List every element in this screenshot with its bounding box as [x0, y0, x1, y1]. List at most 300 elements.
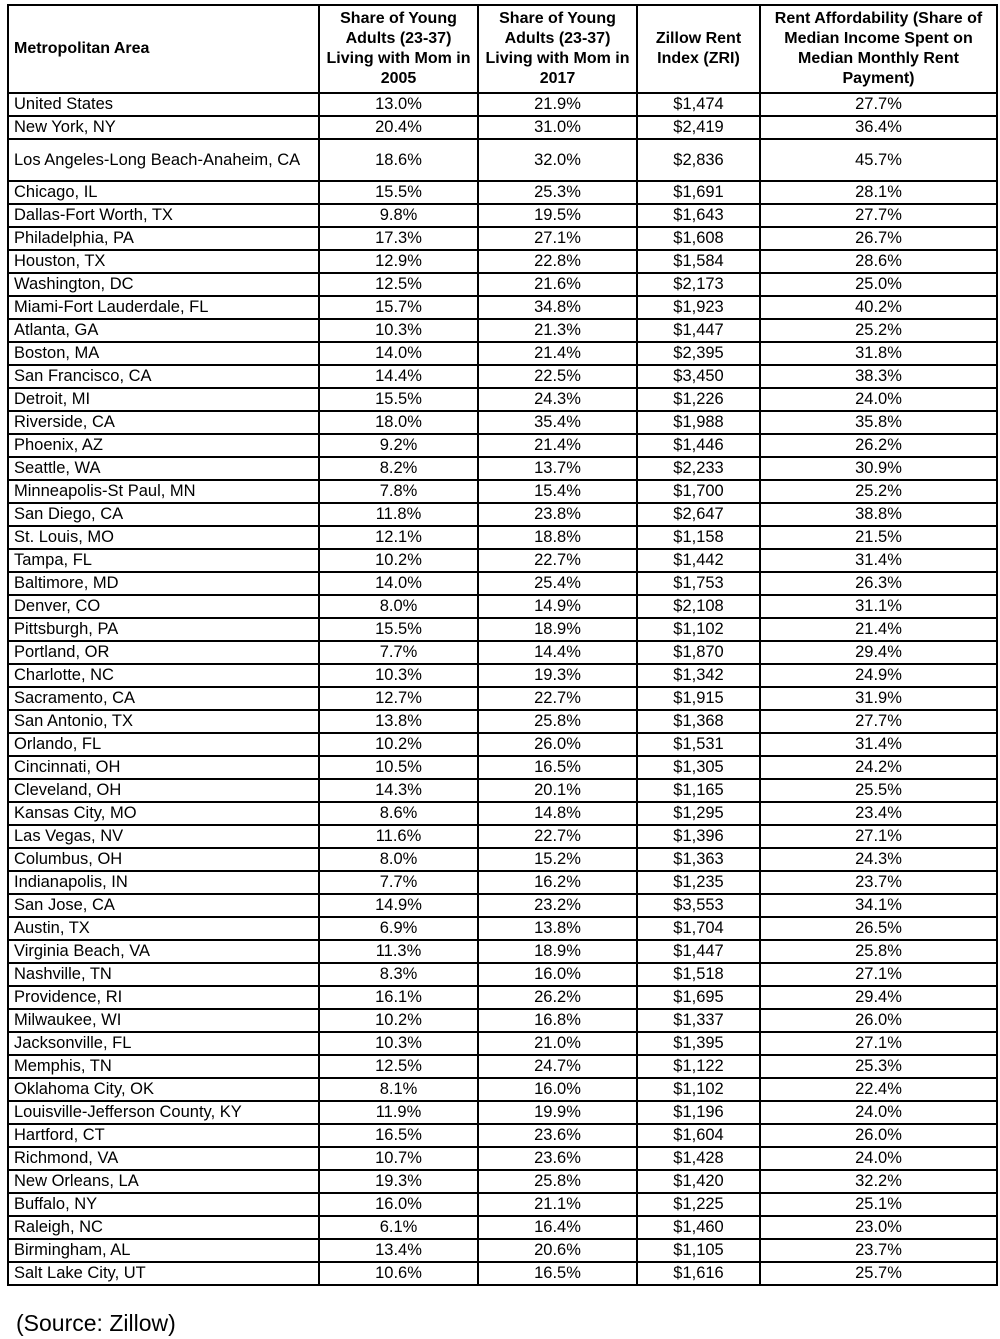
- affordability-cell: 30.9%: [760, 457, 997, 480]
- share-2005-cell: 11.9%: [319, 1101, 478, 1124]
- share-2005-cell: 7.7%: [319, 871, 478, 894]
- share-2017-cell: 18.9%: [478, 618, 637, 641]
- share-2005-cell: 13.0%: [319, 93, 478, 116]
- table-row: [8, 1124, 997, 1147]
- table-row: [8, 779, 997, 802]
- share-2005-cell: 12.9%: [319, 250, 478, 273]
- share-2017-cell: 31.0%: [478, 116, 637, 139]
- share-2017-cell: 20.6%: [478, 1239, 637, 1262]
- zri-cell: $1,225: [637, 1193, 760, 1216]
- metro-area-cell: Richmond, VA: [8, 1147, 319, 1170]
- metro-area-cell: San Jose, CA: [8, 894, 319, 917]
- share-2005-cell: 11.3%: [319, 940, 478, 963]
- zri-cell: $1,428: [637, 1147, 760, 1170]
- affordability-cell: 24.0%: [760, 1147, 997, 1170]
- share-2005-cell: 19.3%: [319, 1170, 478, 1193]
- affordability-cell: 24.0%: [760, 388, 997, 411]
- affordability-cell: 38.8%: [760, 503, 997, 526]
- zri-cell: $1,442: [637, 549, 760, 572]
- affordability-cell: 24.0%: [760, 1101, 997, 1124]
- table-row: [8, 572, 997, 595]
- share-2005-cell: 10.5%: [319, 756, 478, 779]
- share-2017-cell: 32.0%: [478, 139, 637, 181]
- share-2005-cell: 8.3%: [319, 963, 478, 986]
- zri-cell: $1,691: [637, 181, 760, 204]
- share-2017-cell: 16.0%: [478, 963, 637, 986]
- affordability-cell: 29.4%: [760, 641, 997, 664]
- zri-cell: $2,419: [637, 116, 760, 139]
- table-body: [8, 93, 997, 1285]
- zri-cell: $1,447: [637, 940, 760, 963]
- affordability-cell: 27.7%: [760, 204, 997, 227]
- share-2017-cell: 21.4%: [478, 434, 637, 457]
- zri-cell: $1,870: [637, 641, 760, 664]
- table-row: [8, 825, 997, 848]
- share-2017-cell: 18.8%: [478, 526, 637, 549]
- metro-area-cell: Dallas-Fort Worth, TX: [8, 204, 319, 227]
- metro-area-cell: Denver, CO: [8, 595, 319, 618]
- zri-cell: $1,363: [637, 848, 760, 871]
- share-2005-cell: 18.6%: [319, 139, 478, 181]
- share-2017-cell: 21.6%: [478, 273, 637, 296]
- share-2005-cell: 10.3%: [319, 319, 478, 342]
- share-2017-cell: 19.3%: [478, 664, 637, 687]
- metro-area-cell: Providence, RI: [8, 986, 319, 1009]
- metro-area-cell: Atlanta, GA: [8, 319, 319, 342]
- zri-cell: $1,196: [637, 1101, 760, 1124]
- share-2017-cell: 16.8%: [478, 1009, 637, 1032]
- affordability-cell: 25.2%: [760, 480, 997, 503]
- metro-area-cell: Tampa, FL: [8, 549, 319, 572]
- metro-area-cell: Salt Lake City, UT: [8, 1262, 319, 1285]
- metro-area-cell: Miami-Fort Lauderdale, FL: [8, 296, 319, 319]
- metro-area-cell: Philadelphia, PA: [8, 227, 319, 250]
- share-2005-cell: 8.0%: [319, 595, 478, 618]
- metro-area-cell: Louisville-Jefferson County, KY: [8, 1101, 319, 1124]
- metro-area-cell: New York, NY: [8, 116, 319, 139]
- share-2017-cell: 21.0%: [478, 1032, 637, 1055]
- share-2017-cell: 22.7%: [478, 549, 637, 572]
- affordability-cell: 27.1%: [760, 1032, 997, 1055]
- share-2017-cell: 14.8%: [478, 802, 637, 825]
- share-2005-cell: 17.3%: [319, 227, 478, 250]
- affordability-cell: 25.1%: [760, 1193, 997, 1216]
- metro-area-cell: Boston, MA: [8, 342, 319, 365]
- table-row: [8, 503, 997, 526]
- table-row: [8, 411, 997, 434]
- share-2017-cell: 23.6%: [478, 1147, 637, 1170]
- affordability-cell: 27.7%: [760, 93, 997, 116]
- zri-cell: $1,988: [637, 411, 760, 434]
- zri-cell: $3,553: [637, 894, 760, 917]
- metro-area-cell: Indianapolis, IN: [8, 871, 319, 894]
- share-2005-cell: 9.2%: [319, 434, 478, 457]
- table-row: [8, 963, 997, 986]
- zri-cell: $2,395: [637, 342, 760, 365]
- share-2005-cell: 15.5%: [319, 388, 478, 411]
- share-2017-cell: 26.2%: [478, 986, 637, 1009]
- table-row: [8, 1032, 997, 1055]
- affordability-cell: 25.3%: [760, 1055, 997, 1078]
- share-2017-cell: 35.4%: [478, 411, 637, 434]
- share-2017-cell: 13.8%: [478, 917, 637, 940]
- metro-area-cell: Minneapolis-St Paul, MN: [8, 480, 319, 503]
- metro-area-cell: Orlando, FL: [8, 733, 319, 756]
- table-row: [8, 664, 997, 687]
- share-2005-cell: 20.4%: [319, 116, 478, 139]
- metro-area-cell: Hartford, CT: [8, 1124, 319, 1147]
- affordability-cell: 21.4%: [760, 618, 997, 641]
- table-row: [8, 1216, 997, 1239]
- metro-area-cell: St. Louis, MO: [8, 526, 319, 549]
- affordability-cell: 38.3%: [760, 365, 997, 388]
- metro-area-cell: Nashville, TN: [8, 963, 319, 986]
- share-2005-cell: 6.9%: [319, 917, 478, 940]
- zri-cell: $2,233: [637, 457, 760, 480]
- table-row: [8, 388, 997, 411]
- share-2005-cell: 7.7%: [319, 641, 478, 664]
- table-row: [8, 986, 997, 1009]
- metro-area-cell: Birmingham, AL: [8, 1239, 319, 1262]
- share-2017-cell: 14.9%: [478, 595, 637, 618]
- zri-cell: $1,342: [637, 664, 760, 687]
- affordability-cell: 28.1%: [760, 181, 997, 204]
- zri-cell: $1,165: [637, 779, 760, 802]
- share-2005-cell: 14.9%: [319, 894, 478, 917]
- affordability-cell: 23.0%: [760, 1216, 997, 1239]
- share-2017-cell: 23.2%: [478, 894, 637, 917]
- metro-area-cell: Detroit, MI: [8, 388, 319, 411]
- share-2005-cell: 9.8%: [319, 204, 478, 227]
- affordability-cell: 27.7%: [760, 710, 997, 733]
- zri-cell: $1,753: [637, 572, 760, 595]
- metro-area-cell: Columbus, OH: [8, 848, 319, 871]
- header-rent-affordability: Rent Affordability (Share of Median Income Spent on Median Monthly Rent Payment): [760, 5, 997, 93]
- share-2005-cell: 10.2%: [319, 1009, 478, 1032]
- zri-cell: $2,647: [637, 503, 760, 526]
- zri-cell: $2,836: [637, 139, 760, 181]
- metro-area-cell: Chicago, IL: [8, 181, 319, 204]
- share-2017-cell: 25.8%: [478, 710, 637, 733]
- share-2017-cell: 25.4%: [478, 572, 637, 595]
- share-2005-cell: 14.0%: [319, 572, 478, 595]
- table-row: [8, 871, 997, 894]
- metro-area-cell: Raleigh, NC: [8, 1216, 319, 1239]
- share-2005-cell: 7.8%: [319, 480, 478, 503]
- table-row: [8, 93, 997, 116]
- table-row: [8, 480, 997, 503]
- metro-area-cell: Sacramento, CA: [8, 687, 319, 710]
- metro-area-cell: Virginia Beach, VA: [8, 940, 319, 963]
- share-2017-cell: 34.8%: [478, 296, 637, 319]
- share-2017-cell: 23.6%: [478, 1124, 637, 1147]
- metro-area-cell: Cincinnati, OH: [8, 756, 319, 779]
- share-2005-cell: 16.1%: [319, 986, 478, 1009]
- share-2017-cell: 22.7%: [478, 687, 637, 710]
- share-2017-cell: 26.0%: [478, 733, 637, 756]
- zri-cell: $1,420: [637, 1170, 760, 1193]
- share-2017-cell: 27.1%: [478, 227, 637, 250]
- affordability-cell: 25.7%: [760, 1262, 997, 1285]
- metro-area-cell: San Francisco, CA: [8, 365, 319, 388]
- source-note: (Source: Zillow): [16, 1310, 176, 1336]
- zri-cell: $1,518: [637, 963, 760, 986]
- zri-cell: $2,108: [637, 595, 760, 618]
- metro-area-cell: San Diego, CA: [8, 503, 319, 526]
- table-row: [8, 1055, 997, 1078]
- header-share-2005: Share of Young Adults (23-37) Living with Mom in 2005: [319, 5, 478, 93]
- affordability-cell: 31.9%: [760, 687, 997, 710]
- share-2017-cell: 21.1%: [478, 1193, 637, 1216]
- share-2017-cell: 14.4%: [478, 641, 637, 664]
- table-row: [8, 1239, 997, 1262]
- share-2017-cell: 25.8%: [478, 1170, 637, 1193]
- table-row: [8, 296, 997, 319]
- table-row: [8, 457, 997, 480]
- metro-area-cell: Las Vegas, NV: [8, 825, 319, 848]
- share-2017-cell: 16.5%: [478, 1262, 637, 1285]
- share-2005-cell: 15.5%: [319, 618, 478, 641]
- affordability-cell: 26.3%: [760, 572, 997, 595]
- table-row: [8, 526, 997, 549]
- share-2005-cell: 10.3%: [319, 1032, 478, 1055]
- share-2017-cell: 18.9%: [478, 940, 637, 963]
- share-2017-cell: 16.5%: [478, 756, 637, 779]
- zri-cell: $1,447: [637, 319, 760, 342]
- share-2017-cell: 24.7%: [478, 1055, 637, 1078]
- share-2017-cell: 15.2%: [478, 848, 637, 871]
- zri-cell: $1,446: [637, 434, 760, 457]
- share-2005-cell: 12.1%: [319, 526, 478, 549]
- share-2005-cell: 14.4%: [319, 365, 478, 388]
- affordability-cell: 35.8%: [760, 411, 997, 434]
- share-2017-cell: 16.4%: [478, 1216, 637, 1239]
- share-2017-cell: 21.9%: [478, 93, 637, 116]
- affordability-cell: 25.5%: [760, 779, 997, 802]
- table-row: [8, 733, 997, 756]
- zri-cell: $1,704: [637, 917, 760, 940]
- share-2005-cell: 8.1%: [319, 1078, 478, 1101]
- share-2017-cell: 23.8%: [478, 503, 637, 526]
- share-2005-cell: 15.7%: [319, 296, 478, 319]
- share-2005-cell: 10.2%: [319, 549, 478, 572]
- share-2017-cell: 22.5%: [478, 365, 637, 388]
- zri-cell: $3,450: [637, 365, 760, 388]
- zri-cell: $1,616: [637, 1262, 760, 1285]
- affordability-cell: 28.6%: [760, 250, 997, 273]
- affordability-cell: 26.5%: [760, 917, 997, 940]
- table-row: [8, 365, 997, 388]
- table-row: [8, 181, 997, 204]
- table-row: [8, 641, 997, 664]
- zri-cell: $1,158: [637, 526, 760, 549]
- table-row: [8, 273, 997, 296]
- share-2017-cell: 19.5%: [478, 204, 637, 227]
- metro-rent-table: [7, 4, 998, 1286]
- table-row: [8, 434, 997, 457]
- share-2005-cell: 10.6%: [319, 1262, 478, 1285]
- metro-area-cell: Pittsburgh, PA: [8, 618, 319, 641]
- table-row: [8, 1147, 997, 1170]
- affordability-cell: 23.7%: [760, 1239, 997, 1262]
- share-2005-cell: 14.0%: [319, 342, 478, 365]
- share-2017-cell: 16.0%: [478, 1078, 637, 1101]
- affordability-cell: 31.1%: [760, 595, 997, 618]
- zri-cell: $1,122: [637, 1055, 760, 1078]
- affordability-cell: 26.7%: [760, 227, 997, 250]
- share-2005-cell: 13.8%: [319, 710, 478, 733]
- table-row: [8, 342, 997, 365]
- table-row: [8, 116, 997, 139]
- table-row: [8, 1009, 997, 1032]
- table-row: [8, 802, 997, 825]
- zri-cell: $1,584: [637, 250, 760, 273]
- share-2005-cell: 10.2%: [319, 733, 478, 756]
- metro-area-cell: Washington, DC: [8, 273, 319, 296]
- header-share-2017: Share of Young Adults (23-37) Living with Mom in 2017: [478, 5, 637, 93]
- share-2017-cell: 13.7%: [478, 457, 637, 480]
- metro-area-cell: Riverside, CA: [8, 411, 319, 434]
- table-row: [8, 917, 997, 940]
- affordability-cell: 25.8%: [760, 940, 997, 963]
- zri-cell: $1,643: [637, 204, 760, 227]
- affordability-cell: 24.3%: [760, 848, 997, 871]
- zri-cell: $1,105: [637, 1239, 760, 1262]
- affordability-cell: 25.2%: [760, 319, 997, 342]
- share-2017-cell: 22.7%: [478, 825, 637, 848]
- share-2005-cell: 18.0%: [319, 411, 478, 434]
- share-2005-cell: 12.5%: [319, 1055, 478, 1078]
- affordability-cell: 23.7%: [760, 871, 997, 894]
- affordability-cell: 24.2%: [760, 756, 997, 779]
- share-2005-cell: 11.6%: [319, 825, 478, 848]
- affordability-cell: 25.0%: [760, 273, 997, 296]
- share-2017-cell: 25.3%: [478, 181, 637, 204]
- table-row: [8, 710, 997, 733]
- zri-cell: $1,923: [637, 296, 760, 319]
- zri-cell: $1,700: [637, 480, 760, 503]
- share-2005-cell: 12.5%: [319, 273, 478, 296]
- metro-area-cell: Oklahoma City, OK: [8, 1078, 319, 1101]
- header-row: [8, 5, 997, 93]
- share-2005-cell: 8.2%: [319, 457, 478, 480]
- metro-area-cell: Jacksonville, FL: [8, 1032, 319, 1055]
- table-row: [8, 756, 997, 779]
- share-2005-cell: 16.5%: [319, 1124, 478, 1147]
- table-header: [8, 5, 997, 93]
- metro-area-cell: Milwaukee, WI: [8, 1009, 319, 1032]
- zri-cell: $1,235: [637, 871, 760, 894]
- affordability-cell: 32.2%: [760, 1170, 997, 1193]
- table-row: [8, 848, 997, 871]
- affordability-cell: 23.4%: [760, 802, 997, 825]
- affordability-cell: 24.9%: [760, 664, 997, 687]
- share-2005-cell: 12.7%: [319, 687, 478, 710]
- share-2017-cell: 21.4%: [478, 342, 637, 365]
- share-2005-cell: 11.8%: [319, 503, 478, 526]
- zri-cell: $1,460: [637, 1216, 760, 1239]
- affordability-cell: 29.4%: [760, 986, 997, 1009]
- affordability-cell: 31.4%: [760, 733, 997, 756]
- affordability-cell: 45.7%: [760, 139, 997, 181]
- metro-area-cell: Baltimore, MD: [8, 572, 319, 595]
- metro-area-cell: Portland, OR: [8, 641, 319, 664]
- metro-area-cell: Houston, TX: [8, 250, 319, 273]
- metro-area-cell: Seattle, WA: [8, 457, 319, 480]
- table-row: [8, 687, 997, 710]
- zri-cell: $1,474: [637, 93, 760, 116]
- zri-cell: $1,102: [637, 618, 760, 641]
- header-zillow-rent-index: Zillow Rent Index (ZRI): [637, 5, 760, 93]
- metro-area-cell: San Antonio, TX: [8, 710, 319, 733]
- table-row: [8, 894, 997, 917]
- affordability-cell: 26.2%: [760, 434, 997, 457]
- share-2005-cell: 13.4%: [319, 1239, 478, 1262]
- table-row: [8, 595, 997, 618]
- zri-cell: $1,396: [637, 825, 760, 848]
- affordability-cell: 34.1%: [760, 894, 997, 917]
- zri-cell: $1,395: [637, 1032, 760, 1055]
- metro-area-cell: Phoenix, AZ: [8, 434, 319, 457]
- share-2005-cell: 16.0%: [319, 1193, 478, 1216]
- affordability-cell: 31.8%: [760, 342, 997, 365]
- zri-cell: $1,305: [637, 756, 760, 779]
- zri-cell: $1,226: [637, 388, 760, 411]
- table-row: [8, 1101, 997, 1124]
- table-row: [8, 1193, 997, 1216]
- zri-cell: $2,173: [637, 273, 760, 296]
- metro-area-cell: United States: [8, 93, 319, 116]
- affordability-cell: 27.1%: [760, 825, 997, 848]
- table-row: [8, 1262, 997, 1285]
- zri-cell: $1,368: [637, 710, 760, 733]
- metro-area-cell: Austin, TX: [8, 917, 319, 940]
- affordability-cell: 40.2%: [760, 296, 997, 319]
- table-row: [8, 1170, 997, 1193]
- affordability-cell: 27.1%: [760, 963, 997, 986]
- table-row: [8, 940, 997, 963]
- table-row: [8, 319, 997, 342]
- metro-area-cell: Buffalo, NY: [8, 1193, 319, 1216]
- header-metropolitan-area: Metropolitan Area: [8, 5, 319, 93]
- metro-area-cell: Cleveland, OH: [8, 779, 319, 802]
- table-row: [8, 139, 997, 181]
- share-2005-cell: 8.0%: [319, 848, 478, 871]
- share-2017-cell: 16.2%: [478, 871, 637, 894]
- affordability-cell: 22.4%: [760, 1078, 997, 1101]
- share-2017-cell: 15.4%: [478, 480, 637, 503]
- table-row: [8, 227, 997, 250]
- share-2005-cell: 14.3%: [319, 779, 478, 802]
- zri-cell: $1,695: [637, 986, 760, 1009]
- zri-cell: $1,337: [637, 1009, 760, 1032]
- affordability-cell: 26.0%: [760, 1124, 997, 1147]
- metro-area-cell: Memphis, TN: [8, 1055, 319, 1078]
- affordability-cell: 36.4%: [760, 116, 997, 139]
- share-2005-cell: 6.1%: [319, 1216, 478, 1239]
- zri-cell: $1,604: [637, 1124, 760, 1147]
- zri-cell: $1,608: [637, 227, 760, 250]
- zri-cell: $1,915: [637, 687, 760, 710]
- affordability-cell: 21.5%: [760, 526, 997, 549]
- share-2005-cell: 10.7%: [319, 1147, 478, 1170]
- share-2017-cell: 24.3%: [478, 388, 637, 411]
- affordability-cell: 31.4%: [760, 549, 997, 572]
- metro-area-cell: New Orleans, LA: [8, 1170, 319, 1193]
- table-row: [8, 1078, 997, 1101]
- share-2005-cell: 8.6%: [319, 802, 478, 825]
- share-2017-cell: 21.3%: [478, 319, 637, 342]
